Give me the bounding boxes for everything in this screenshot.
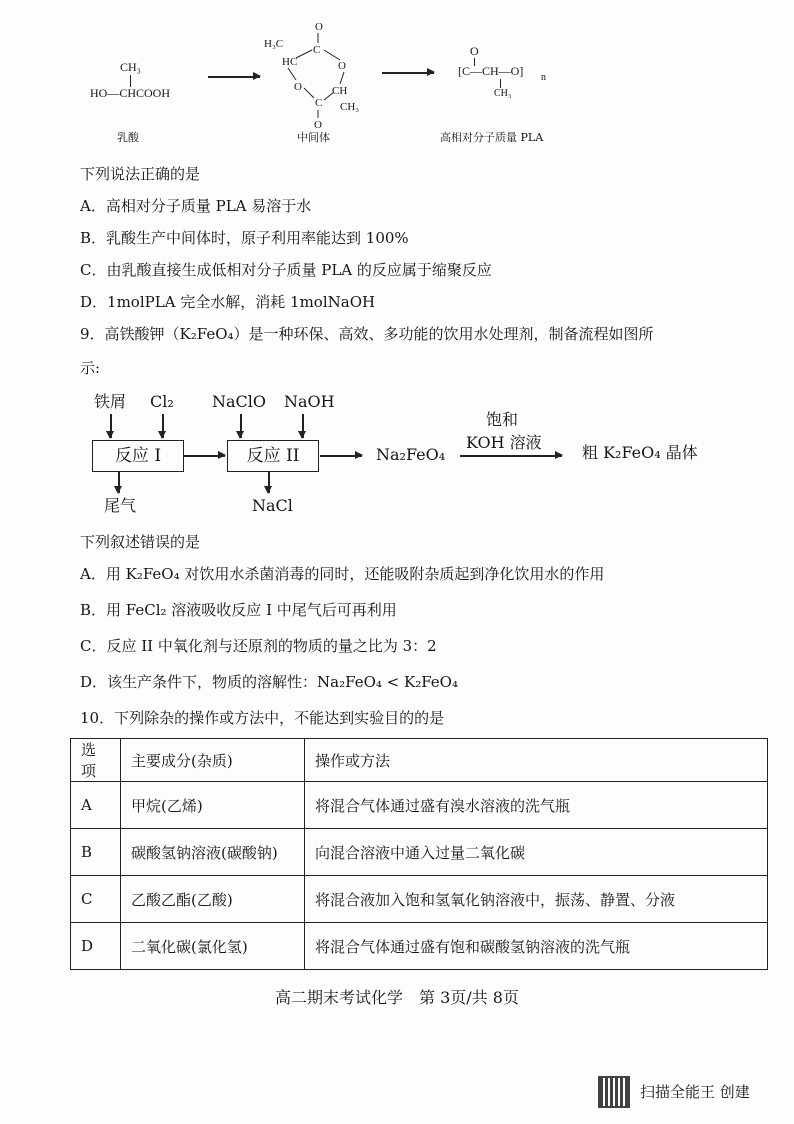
q9-option-b: B．用 FeCl₂ 溶液吸收反应 I 中尾气后可再利用: [80, 601, 397, 619]
qr-code-icon: [598, 1076, 630, 1108]
table-cell-component: 甲烷(乙烯): [121, 782, 305, 829]
atom-ch: CH: [332, 85, 348, 97]
pla-methyl: CH₃: [494, 88, 512, 99]
table-cell-component: 碳酸氢钠溶液(碳酸钠): [121, 829, 305, 876]
flow-arrow-box1-box2: [183, 455, 225, 457]
q10-stem: 10．下列除杂的操作或方法中，不能达到实验目的的是: [80, 709, 445, 727]
flow-arrow-to-crystal: [460, 455, 562, 457]
q9-stem-line2: 示:: [80, 359, 101, 377]
table-cell-option: D: [71, 923, 121, 970]
table-row: [71, 829, 768, 876]
table-cell-method: 向混合溶液中通入过量二氧化碳: [305, 829, 768, 876]
flow-arrow-iron: [110, 414, 112, 438]
atom-o-bottom: O: [314, 119, 322, 130]
lactic-acid-methyl: CH₃: [120, 60, 141, 74]
q9-option-a: A．用 K₂FeO₄ 对饮用水杀菌消毒的同时，还能吸附杂质起到净化饮用水的作用: [80, 565, 605, 583]
flow-reagent-bottom: KOH 溶液: [466, 433, 542, 452]
atom-ch3-left: H₃C: [264, 38, 284, 50]
atom-hc: HC: [282, 56, 298, 68]
table-cell-option: C: [71, 876, 121, 923]
flow-input-iron: 铁屑: [94, 392, 127, 411]
q9-option-c: C．反应 II 中氧化剂与还原剂的物质的量之比为 3：2: [80, 637, 437, 655]
flow-arrow-to-product: [320, 455, 362, 457]
atom-o-left: O: [294, 81, 302, 93]
q9-stem-line1: 9．高铁酸钾（K₂FeO₄）是一种环保、高效、多功能的饮用水处理剂，制备流程如图所: [80, 325, 654, 343]
q8-option-a: A．高相对分子质量 PLA 易溶于水: [80, 197, 312, 215]
pla-methyl-bond: [500, 79, 501, 88]
flow-final-product: 粗 K₂FeO₄ 晶体: [582, 443, 698, 462]
flow-reagent-top: 饱和: [486, 410, 519, 429]
flow-input-cl2: Cl₂: [150, 392, 174, 411]
q9-ask: 下列叙述错误的是: [80, 533, 201, 551]
table-cell-option: A: [71, 782, 121, 829]
table-cell-method: 将混合液加入饱和氢氧化钠溶液中，振荡、静置、分液: [305, 876, 768, 923]
flow-product: Na₂FeO₄: [376, 445, 446, 464]
table-header-method: 操作或方法: [305, 739, 768, 782]
flow-arrow-naclo: [240, 414, 242, 438]
table-row: [71, 782, 768, 829]
scanner-watermark: 扫描全能王 创建: [640, 1083, 750, 1101]
q8-option-d: D．1molPLA 完全水解，消耗 1molNaOH: [80, 293, 376, 311]
table-header-component: 主要成分(杂质): [121, 739, 305, 782]
flow-input-naoh: NaOH: [284, 392, 335, 411]
q9-option-d: D．该生产条件下，物质的溶解性：Na₂FeO₄ < K₂FeO₄: [80, 673, 458, 691]
flow-arrow-cl2: [162, 414, 164, 438]
atom-ch3-right: CH₃: [340, 101, 360, 113]
flow-output-tail-gas: 尾气: [104, 496, 137, 515]
table-cell-option: B: [71, 829, 121, 876]
flow-arrow-nacl: [268, 471, 270, 493]
flow-input-naclo: NaClO: [212, 392, 267, 411]
atom-c-top: C: [313, 44, 321, 56]
table-row: [71, 923, 768, 970]
lactic-acid-formula: HO—CHCOOH: [90, 86, 171, 100]
q10-table: [70, 738, 768, 970]
flow-arrow-naoh: [302, 414, 304, 438]
arrow-to-intermediate: [208, 76, 260, 78]
arrow-to-pla: [382, 72, 434, 74]
atom-o-right: O: [338, 60, 346, 72]
table-cell-component: 乙酸乙酯(乙酸): [121, 876, 305, 923]
intermediate-structure: [260, 18, 360, 130]
table-cell-method: 将混合气体通过盛有溴水溶液的洗气瓶: [305, 782, 768, 829]
q8-stem: 下列说法正确的是: [80, 165, 201, 183]
table-header-row: [71, 739, 768, 782]
page-footer: 高二期末考试化学 第 3页/共 8页: [275, 988, 519, 1007]
flow-box-reaction-2: 反应 II: [227, 440, 319, 472]
table-cell-component: 二氧化碳(氯化氢): [121, 923, 305, 970]
pla-label: 高相对分子质量 PLA: [440, 131, 544, 144]
q8-option-c: C．由乳酸直接生成低相对分子质量 PLA 的反应属于缩聚反应: [80, 261, 492, 279]
flow-box-reaction-1: 反应 I: [92, 440, 184, 472]
table-cell-method: 将混合气体通过盛有饱和碳酸氢钠溶液的洗气瓶: [305, 923, 768, 970]
flow-output-nacl: NaCl: [252, 496, 293, 515]
atom-o-top: O: [315, 21, 323, 33]
pla-n: n: [541, 72, 546, 83]
q8-option-b: B．乳酸生产中间体时，原子利用率能达到 100%: [80, 229, 409, 247]
flow-arrow-tail-gas: [118, 471, 120, 493]
pla-carbonyl-o: O: [470, 44, 479, 58]
lactic-acid-label: 乳酸: [117, 131, 139, 144]
table-header-option: 选项: [71, 739, 121, 782]
atom-c-bottom: C: [315, 97, 323, 109]
intermediate-label: 中间体: [297, 131, 330, 144]
table-row: [71, 876, 768, 923]
pla-repeat-unit: [C—CH—O]: [458, 64, 524, 78]
